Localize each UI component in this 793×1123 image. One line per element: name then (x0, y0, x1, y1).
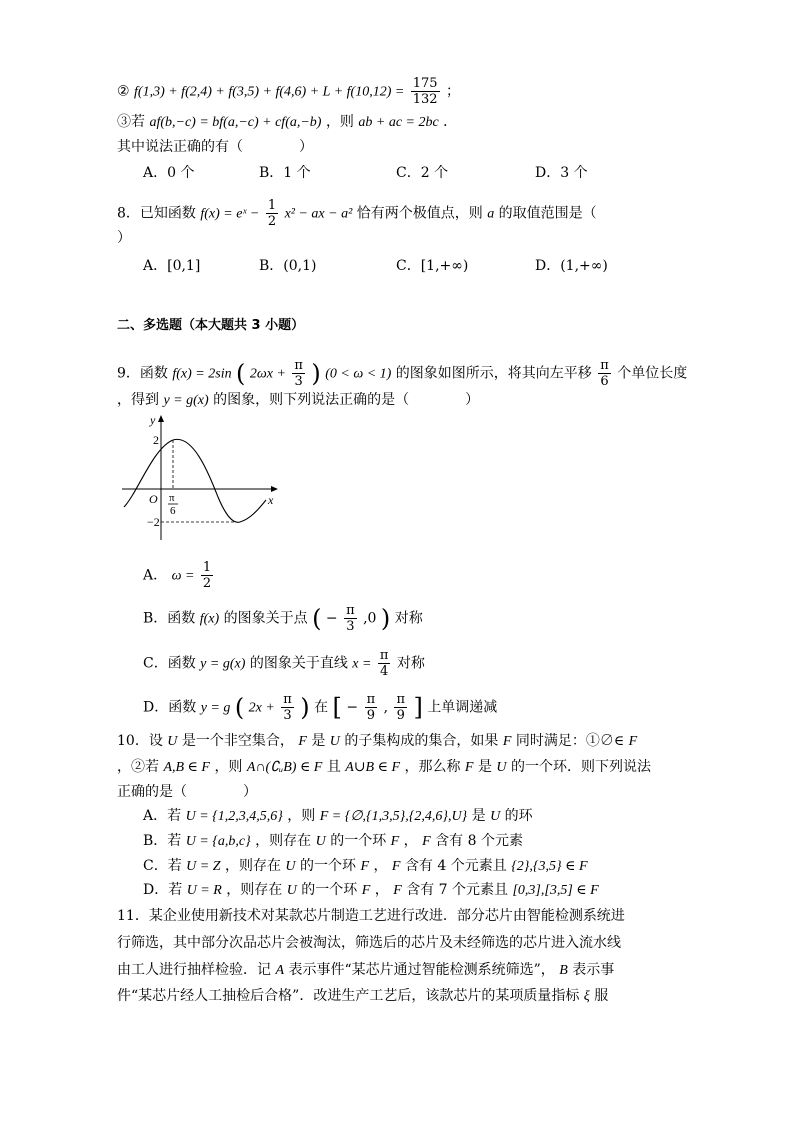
q9-d-lneg: − (346, 699, 359, 716)
q10-F-2: F (502, 734, 512, 749)
q9-b-num: π (346, 603, 355, 618)
q10-F-1: F (298, 734, 307, 749)
q9-inner: 2ωx + (249, 366, 286, 382)
q8-tail2: 的取值范围是（ (498, 205, 597, 222)
q10-a-U2: U (490, 809, 501, 824)
q9-d-frac (281, 692, 294, 723)
q9-paren-left: ( (236, 359, 246, 388)
q10-d-end: 含有 7 个元素且 (406, 882, 509, 898)
q9-b-paren-left: ( (312, 604, 322, 633)
q10-c-U: U = Z (186, 859, 221, 874)
q9-line2a: ，得到 (117, 392, 159, 408)
statement-3 (117, 112, 457, 133)
q10-stem-line2 (117, 757, 651, 778)
q9-d-bracket-left: [ (332, 693, 342, 722)
q9-cond: (0 < ω < 1) (325, 366, 392, 382)
q9-d-end: 上单调递减 (427, 699, 498, 716)
q9-c-label: C．函数 (143, 655, 196, 672)
q9-b-tail: ,0 (363, 610, 377, 627)
q10-b-label: B．若 (143, 833, 182, 849)
q10-line2c: 且 (326, 759, 341, 775)
q11-A: A (275, 963, 285, 978)
q8-half-num: 1 (267, 198, 277, 213)
q10-d-t3: ， (374, 882, 389, 898)
q9-d-in: 在 (314, 699, 329, 716)
q10-U-2: U (329, 734, 340, 749)
q10-U-1: U (167, 734, 178, 749)
q9-sine-graph (118, 412, 283, 542)
q10-b-F: F (390, 834, 400, 849)
q10-c-sets: {2},{3,5} ∈ F (511, 859, 588, 874)
q9-d-paren-right: ) (300, 693, 310, 722)
statement-3-marker: ③若 (117, 114, 145, 130)
q10-a-F: F = {∅,{1,3,5},{2,4,6},U} (319, 809, 468, 824)
q10-F-4: F (464, 760, 474, 775)
q10-d-F: F (361, 883, 371, 898)
q10-d-U: U = R (186, 883, 222, 898)
q10-a-t: ，则 (287, 808, 316, 824)
q10-a-U: U = {1,2,3,4,5,6} (185, 809, 283, 824)
q11-line2: 行筛选，其中部分次品芯片会被淘汰，筛选后的芯片及未经筛选的芯片进入流水线 (117, 935, 621, 951)
q10-line2b: ，则 (214, 759, 243, 775)
q9-stem-line2 (117, 390, 479, 411)
q8-close: ） (117, 230, 131, 246)
q8-func: f(x) = eˣ − (200, 206, 260, 222)
q9-shift-num: π (600, 358, 609, 373)
q8-option-b[interactable]: B．(0,1) (259, 258, 317, 274)
q10-line2e: 是 (477, 759, 492, 775)
q8-option-c[interactable]: C．[1,+∞) (396, 258, 469, 274)
q9-text2: 个单位长度 (617, 365, 688, 382)
q9-c-g: y = g(x) (200, 656, 246, 672)
q10-d-F2: F (393, 883, 402, 898)
q9-b-end: 对称 (394, 610, 423, 627)
q10-option-a[interactable] (143, 806, 533, 827)
q9-x-label: x (268, 493, 274, 507)
q11-line3a: 由工人进行抽样检验．记 (117, 962, 271, 978)
q9-b-den: 3 (346, 619, 355, 634)
q10-expr2: A∪B ∈ F (345, 760, 401, 775)
q9-c-frac (378, 648, 391, 679)
q9-d-rden: 9 (396, 708, 405, 723)
q10-option-c[interactable] (143, 856, 588, 877)
q10-d-U2: U (286, 883, 297, 898)
q10-a-end: 是 (471, 808, 486, 824)
q10-c-end: 含有 4 个元素且 (404, 858, 507, 874)
q10-line2a: ，②若 (117, 759, 159, 775)
q9-d-rnum: π (396, 692, 406, 707)
q10-t2: 是 (311, 733, 326, 749)
q9-b-neg: − (325, 610, 338, 627)
q8-var: a (487, 206, 495, 222)
q10-t4: 同时满足：①∅∈ (515, 733, 625, 749)
section-2-title: 二、多选题（本大题共 3 小题） (117, 318, 305, 333)
q10-b-end: 含有 8 个元素 (435, 833, 523, 849)
q9-origin-label: O (149, 492, 158, 506)
q11-B: B (559, 963, 568, 978)
q9-func: f(x) = 2sin (172, 366, 232, 382)
q9-line2c: 的图象，则下列说法正确的是（ ） (213, 392, 480, 408)
q10-b-t2: 的一个环 (330, 833, 387, 849)
q9-option-c[interactable] (143, 648, 425, 679)
q9-y-arrow (158, 415, 164, 422)
q9-a-label: A． (143, 567, 168, 584)
q9-c-line: x = (352, 656, 372, 672)
statement-3-expr: af(b,−c) = bf(a,−c) + cf(a,−b) (149, 115, 322, 130)
q10-d-label: D．若 (143, 882, 183, 898)
statement-2-denominator: 132 (412, 92, 438, 107)
q8-func-rest: x² − ax − a² (284, 206, 353, 222)
q9-a-frac (201, 560, 213, 591)
q8-half-den: 2 (267, 214, 277, 229)
q11-line3 (117, 960, 614, 981)
q9-pi-third-num: π (294, 358, 303, 373)
q9-stem (117, 358, 687, 389)
q9-c-mid: 的图象关于直线 (249, 655, 348, 672)
q10-U-3: U (496, 760, 507, 775)
q9-c-end: 对称 (396, 655, 425, 672)
q9-d-num: π (283, 692, 292, 707)
q9-xtick-den: 6 (170, 505, 176, 517)
q10-c-t3: ， (373, 858, 388, 874)
q10-d-t2: 的一个环 (301, 882, 358, 898)
q10-c-t2: 的一个环 (300, 858, 356, 874)
q10-t3: 的子集构成的集合，如果 (344, 733, 499, 749)
statement-3-end: ． (443, 114, 458, 130)
q10-line2f: 的一个环．则下列说法 (510, 759, 651, 775)
q9-x-arrow (271, 486, 278, 492)
q9-b-mid: 的图象关于点 (223, 610, 308, 627)
q11-line1: 11．某企业使用新技术对某款芯片制造工艺进行改进．部分芯片由智能检测系统进 (117, 908, 625, 924)
q8-lead: 8．已知函数 (117, 205, 196, 222)
q10-a-end2: 的环 (504, 808, 533, 824)
q10-b-F2: F (422, 834, 431, 849)
q11-line3c: 表示事 (572, 962, 615, 978)
q10-line2d: ，那么称 (404, 759, 461, 775)
q9-xtick-num: π (169, 492, 175, 504)
q7-option-d[interactable]: D．3 个 (535, 165, 588, 181)
q9-text1: 的图象如图所示，将其向左平移 (395, 365, 592, 382)
q8-half (266, 198, 278, 229)
q10-t1: 是一个非空集合， (181, 733, 294, 749)
q9-c-den: 4 (380, 664, 389, 679)
q9-pi-third-den: 3 (294, 374, 303, 389)
statement-3-conclusion: ab + ac = 2bc (358, 115, 439, 130)
q9-y-label: y (150, 413, 156, 427)
q9-a-num: 1 (202, 560, 212, 575)
q11-xi: ξ (583, 989, 590, 1004)
q10-stem-line1 (117, 731, 637, 752)
q9-d-paren-left: ( (234, 693, 245, 722)
q9-d-bracket-right: ] (413, 693, 423, 722)
q10-a-label: A．若 (143, 808, 182, 824)
q9-sine-curve (124, 439, 266, 522)
q10-c-U2: U (285, 859, 296, 874)
q9-d-g: y = g (200, 700, 231, 716)
q10-c-F: F (360, 859, 370, 874)
q10-c-F2: F (391, 859, 401, 874)
q8-option-d[interactable]: D．(1,+∞) (535, 258, 608, 274)
q10-AB: A,B ∈ F (163, 760, 210, 775)
q10-stem-line3: 正确的是（ ） (117, 784, 257, 800)
q7-option-a[interactable]: A．0 个 (143, 165, 195, 181)
q9-a-expr: ω = (171, 568, 195, 584)
q9-ymin-label: −2 (147, 515, 160, 529)
q9-a-den: 2 (202, 576, 212, 591)
q9-b-paren-right: ) (380, 604, 391, 633)
q9-b-label: B．函数 (143, 610, 196, 627)
statement-2-numerator: 175 (412, 76, 438, 91)
q10-F-3: F (628, 734, 638, 749)
q11-line4 (117, 986, 608, 1007)
q9-b-frac (344, 603, 357, 634)
statement-2-fraction (411, 76, 440, 107)
q8-option-a[interactable]: A．[0,1] (143, 258, 201, 274)
q9-pi-third (292, 358, 305, 389)
statement-2-end: ； (446, 83, 461, 100)
q8-stem (117, 198, 597, 229)
q9-d-rfrac (394, 692, 407, 723)
q9-d-den: 3 (283, 708, 292, 723)
statement-2 (117, 76, 460, 107)
statement-2-marker: ② (117, 83, 130, 100)
q9-paren-right: ) (311, 359, 321, 388)
q10-option-d[interactable] (143, 880, 599, 901)
q10-b-t3: ， (403, 833, 418, 849)
q9-option-a[interactable] (143, 560, 215, 591)
q10-lead: 10．设 (117, 733, 163, 749)
q9-ymax-label: 2 (153, 433, 159, 447)
q10-b-U2: U (315, 834, 326, 849)
q9-shift (598, 358, 611, 389)
q10-c-t: ，则存在 (224, 858, 281, 874)
q10-b-U: U = {a,b,c} (185, 834, 251, 849)
q9-lead: 9．函数 (117, 365, 168, 382)
q9-b-f: f(x) (199, 611, 220, 627)
q9-c-num: π (379, 648, 389, 663)
q7-option-c[interactable]: C．2 个 (396, 165, 449, 181)
q11-line3b: 表示事件“某芯片通过智能检测系统筛选”， (288, 962, 555, 978)
q7-option-b[interactable]: B．1 个 (259, 165, 311, 181)
q9-option-d[interactable] (143, 692, 497, 723)
q9-shift-den: 6 (600, 374, 609, 389)
statement-2-lhs: f(1,3) + f(2,4) + f(3,5) + f(4,6) + L + f(10,12) = (134, 84, 405, 100)
q10-d-t: ，则存在 (226, 882, 283, 898)
q9-line2b: y = g(x) (163, 393, 209, 408)
q9-d-comma: , (383, 699, 389, 716)
q9-d-lden: 9 (366, 708, 375, 723)
q9-d-label: D．函数 (143, 699, 197, 716)
q8-tail: 恰有两个极值点，则 (356, 205, 483, 222)
q11-line4b: 服 (594, 988, 609, 1004)
q10-expr1: A∩(∁ᵤB) ∈ F (246, 760, 323, 775)
q7-prompt: 其中说法正确的有（ ） (117, 139, 313, 155)
q10-option-b[interactable] (143, 831, 523, 852)
q10-d-sets: [0,3],[3,5] ∈ F (512, 883, 599, 898)
q10-b-t: ，则存在 (255, 833, 312, 849)
statement-3-then: ，则 (325, 114, 354, 130)
q9-option-b[interactable] (143, 603, 423, 634)
q9-d-lfrac (365, 692, 378, 723)
q9-d-lnum: π (366, 692, 376, 707)
q10-c-label: C．若 (143, 858, 182, 874)
q11-line4a: 件“某芯片经人工抽检后合格”．改进生产工艺后，该款芯片的某项质量指标 (117, 988, 580, 1004)
q9-d-arg: 2x + (248, 700, 275, 716)
